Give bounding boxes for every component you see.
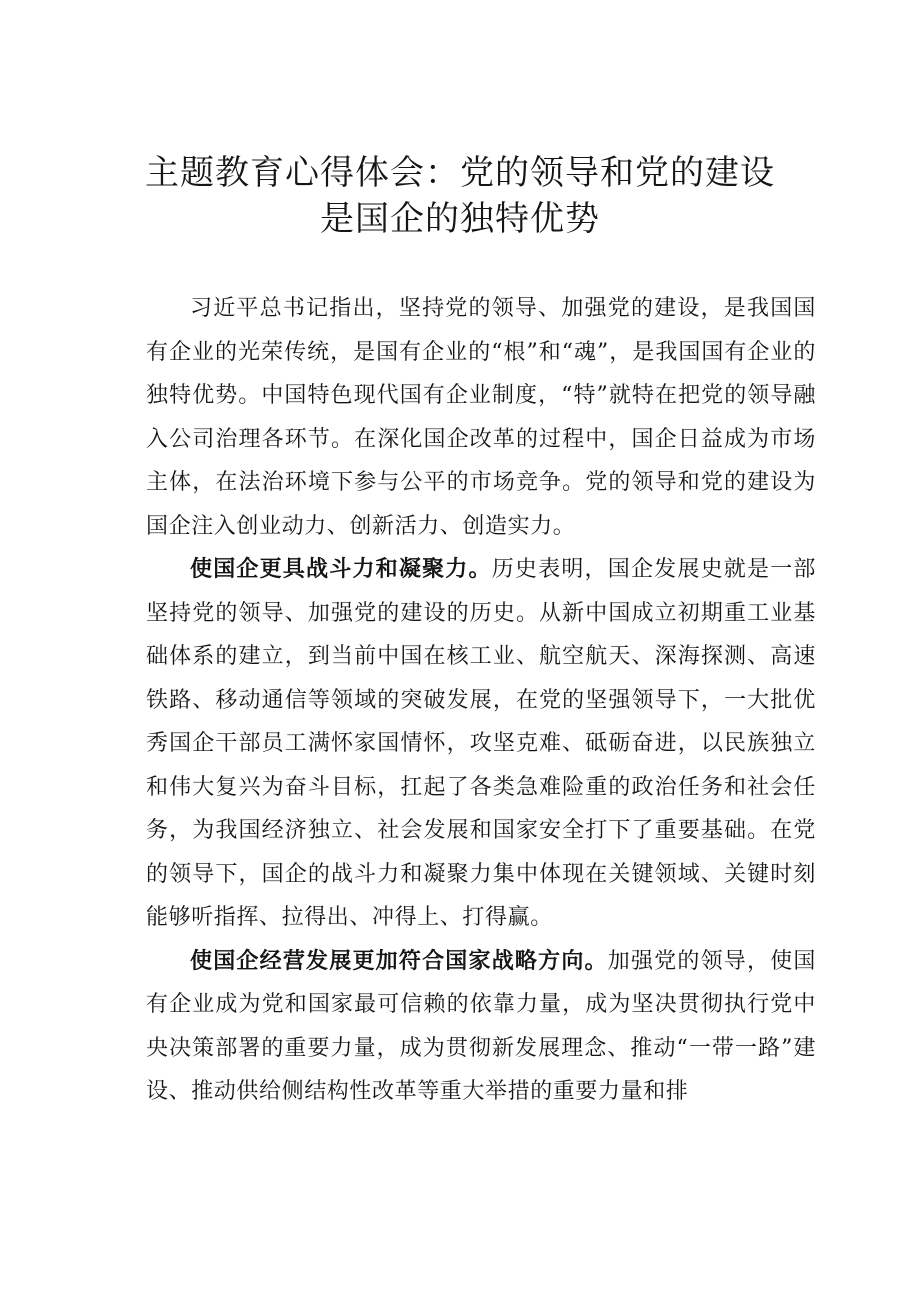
paragraph-text: 习近平总书记指出，坚持党的领导、加强党的建设，是我国国有企业的光荣传统，是国有企业的“根”和“魂”，是我国国有企业的独特优势。中国特色现代国有企业制度，“特”就特在把党的领导融入公司治理各环节。在深化国企改革的过程中，国企日益成为市场主体，在法治环境下参与公平的市场竞争。党的领导和党的建设为国企注入创业动力、创新活力、创造实力。	[146, 296, 816, 539]
paragraph-text: 历史表明，国企发展史就是一部坚持党的领导、加强党的建设的历史。从新中国成立初期重工业基础体系的建立，到当前中国在核工业、航空航天、深海探测、高速铁路、移动通信等领域的突破发展，在党的坚强领导下，一大批优秀国企干部员工满怀家国情怀，攻坚克难、砥砺奋进，以民族独立和伟大复兴为奋斗目标，扛起了各类急难险重的政治任务和社会任务，为我国经济独立、社会发展和国家安全打下了重要基础。在党的领导下，国企的战斗力和凝聚力集中体现在关键领域、关键时刻能够听指挥、拉得出、冲得上、打得赢。	[146, 557, 816, 930]
document-body	[146, 287, 816, 1114]
paragraph-intro	[146, 287, 816, 548]
paragraph-combat-strength	[146, 548, 816, 940]
title-line-2: 是国企的独特优势	[320, 199, 600, 239]
paragraph-text: 加强党的领导，使国有企业成为党和国家最可信赖的依靠力量，成为坚决贯彻执行党中央决策部署的重要力量，成为贯彻新发展理念、推动“一带一路”建设、推动供给侧结构性改革等重大举措的重要力量和排	[146, 948, 816, 1104]
title-line-1: 主题教育心得体会：党的领导和党的建设	[145, 153, 775, 193]
paragraph-lead-heading: 使国企更具战斗力和凝聚力。	[190, 557, 492, 582]
document-title	[0, 150, 920, 242]
paragraph-strategic-direction	[146, 940, 816, 1114]
paragraph-lead-heading: 使国企经营发展更加符合国家战略方向。	[190, 948, 608, 974]
